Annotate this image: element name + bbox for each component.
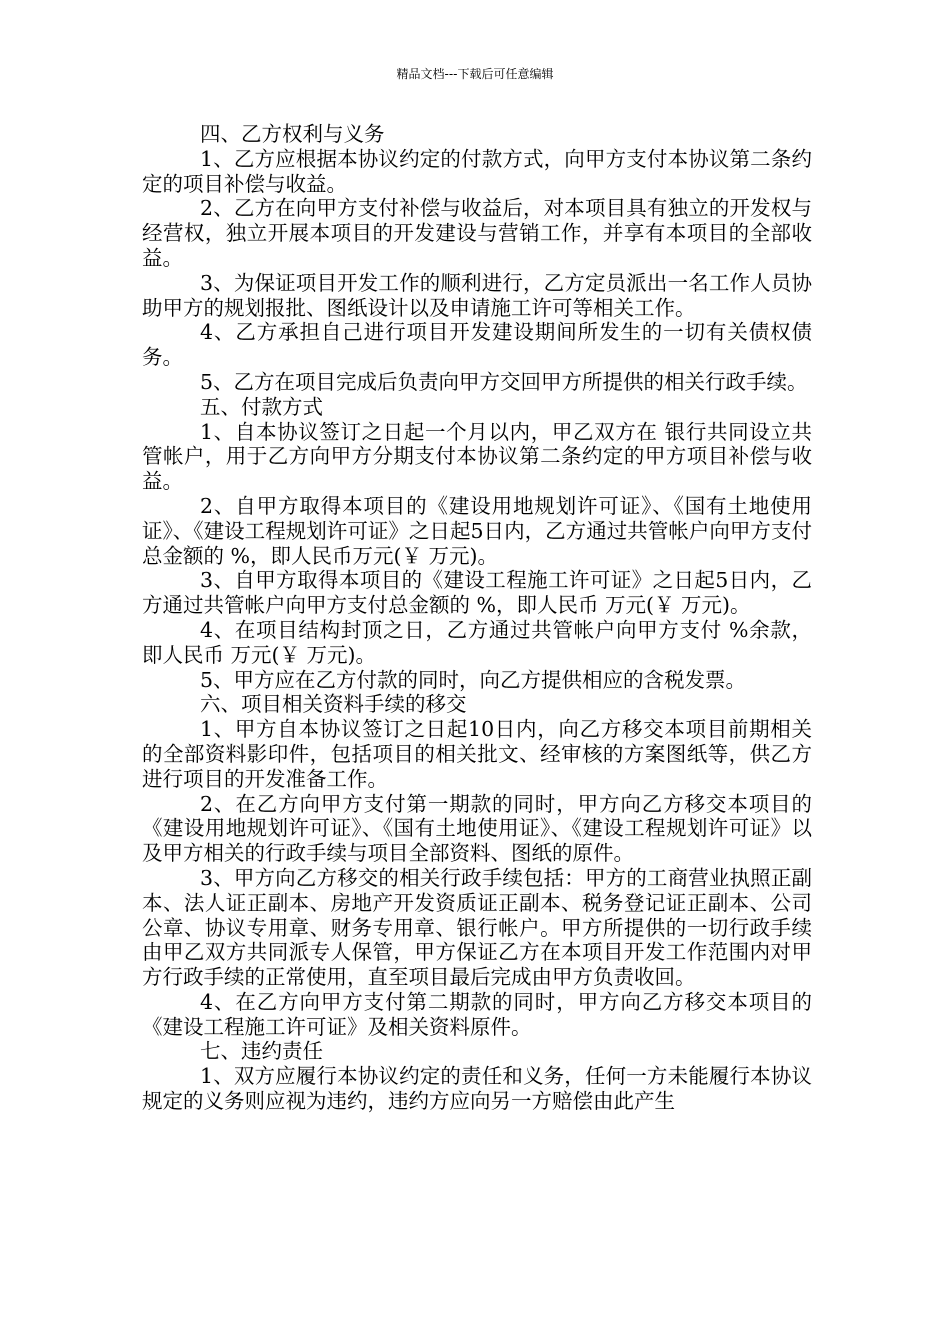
paragraph: 2、自甲方取得本项目的《建设用地规划许可证》、《国有土地使用证》、《建设工程规划许可证》之日起5日内，乙方通过共管帐户向甲方支付总金额的 %，即人民币万元(￥ 万元)。 bbox=[142, 493, 812, 568]
paragraph: 5、甲方应在乙方付款的同时，向乙方提供相应的含税发票。 bbox=[200, 667, 747, 692]
section-heading-5: 五、付款方式 bbox=[200, 394, 323, 419]
paragraph: 1、乙方应根据本协议约定的付款方式，向甲方支付本协议第二条约定的项目补偿与收益。 bbox=[142, 146, 812, 196]
section-heading-6: 六、项目相关资料手续的移交 bbox=[200, 692, 467, 717]
section-heading-7: 七、违约责任 bbox=[200, 1039, 323, 1064]
paragraph: 1、自本协议签订之日起一个月以内，甲乙双方在 银行共同设立共管帐户，用于乙方向甲方分期支付本协议第二条约定的甲方项目补偿与收益。 bbox=[142, 419, 812, 494]
paragraph: 3、为保证项目开发工作的顺利进行，乙方定员派出一名工作人员协助甲方的规划报批、图纸设计以及申请施工许可等相关工作。 bbox=[142, 270, 812, 320]
paragraph: 4、在项目结构封顶之日，乙方通过共管帐户向甲方支付 %余款，即人民币 万元(￥ 万元)。 bbox=[142, 617, 812, 667]
document-body bbox=[142, 122, 812, 1114]
paragraph: 4、乙方承担自己进行项目开发建设期间所发生的一切有关债权债务。 bbox=[142, 320, 812, 370]
paragraph: 4、在乙方向甲方支付第二期款的同时，甲方向乙方移交本项目的《建设工程施工许可证》及相关资料原件。 bbox=[142, 989, 812, 1039]
page-header: 精品文档---下载后可任意编辑 bbox=[396, 67, 554, 81]
paragraph: 2、在乙方向甲方支付第一期款的同时，甲方向乙方移交本项目的《建设用地规划许可证》、《国有土地使用证》、《建设工程规划许可证》以及甲方相关的行政手续与项目全部资料、图纸的原件。 bbox=[142, 791, 812, 866]
paragraph: 1、双方应履行本协议约定的责任和义务，任何一方未能履行本协议规定的义务则应视为违约，违约方应向另一方赔偿由此产生 bbox=[142, 1064, 812, 1114]
paragraph: 1、甲方自本协议签订之日起10日内，向乙方移交本项目前期相关的全部资料影印件，包括项目的相关批文、经审核的方案图纸等，供乙方进行项目的开发准备工作。 bbox=[142, 717, 812, 791]
paragraph: 3、甲方向乙方移交的相关行政手续包括：甲方的工商营业执照正副本、法人证正副本、房地产开发资质证正副本、税务登记证正副本、公司公章、协议专用章、财务专用章、银行帐户。甲方所提供的一切行政手续由甲乙双方共同派专人保管，甲方保证乙方在本项目开发工作范围内对甲方行政手续的正常使用，直至项目最后完成由甲方负责收回。 bbox=[142, 865, 812, 990]
paragraph: 3、自甲方取得本项目的《建设工程施工许可证》之日起5日内，乙方通过共管帐户向甲方支付总金额的 %，即人民币 万元(￥ 万元)。 bbox=[142, 568, 812, 618]
section-heading-4: 四、乙方权利与义务 bbox=[200, 122, 385, 146]
paragraph: 5、乙方在项目完成后负责向甲方交回甲方所提供的相关行政手续。 bbox=[200, 369, 808, 394]
paragraph: 2、乙方在向甲方支付补偿与收益后，对本项目具有独立的开发权与经营权，独立开展本项目的开发建设与营销工作，并享有本项目的全部收益。 bbox=[142, 196, 812, 270]
